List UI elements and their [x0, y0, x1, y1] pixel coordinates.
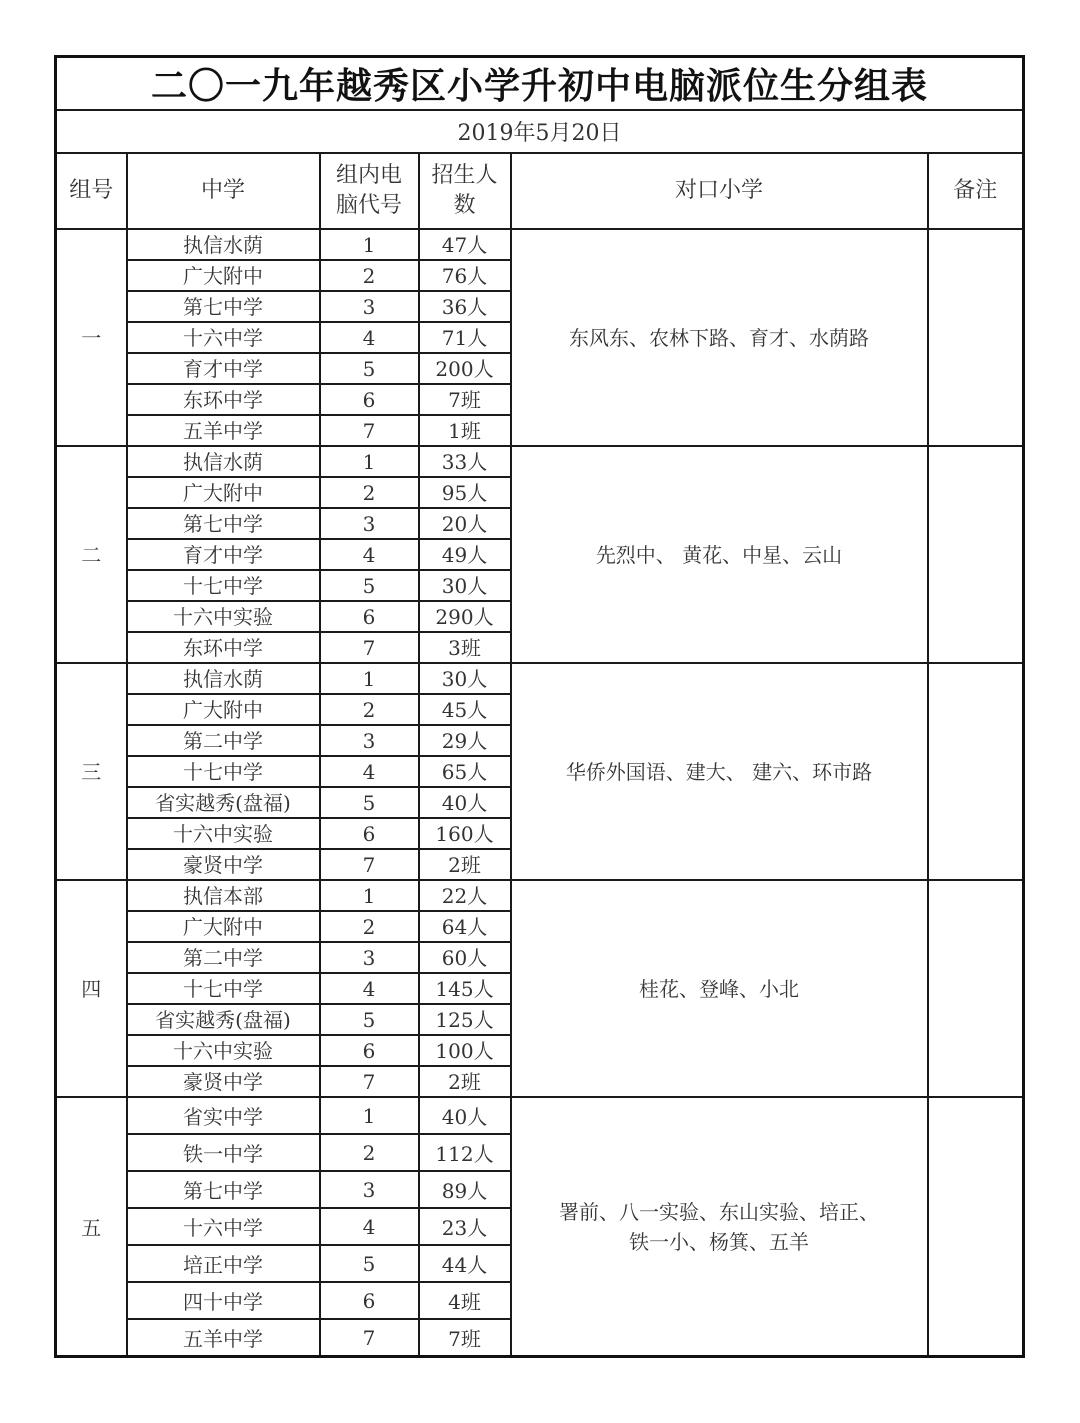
group-number: 五: [56, 1097, 127, 1357]
enrollment-quota: 76人: [419, 260, 511, 291]
computer-code: 7: [320, 1319, 419, 1357]
computer-code: 5: [320, 1004, 419, 1035]
table-row: [56, 663, 1024, 694]
school-name: 五羊中学: [127, 1319, 320, 1357]
school-name: 第七中学: [127, 291, 320, 322]
enrollment-quota: 45人: [419, 694, 511, 725]
feeder-primary-schools: 桂花、登峰、小北: [511, 880, 928, 1097]
school-name: 十七中学: [127, 570, 320, 601]
enrollment-quota: 112人: [419, 1134, 511, 1171]
enrollment-quota: 95人: [419, 477, 511, 508]
enrollment-quota: 64人: [419, 911, 511, 942]
document-date: 2019年5月20日: [56, 110, 1024, 153]
school-name: 铁一中学: [127, 1134, 320, 1171]
school-name: 四十中学: [127, 1282, 320, 1319]
computer-code: 3: [320, 1171, 419, 1208]
school-name: 育才中学: [127, 353, 320, 384]
enrollment-quota: 22人: [419, 880, 511, 911]
computer-code: 6: [320, 384, 419, 415]
school-name: 执信水荫: [127, 446, 320, 477]
table-row: [56, 880, 1024, 911]
enrollment-quota: 44人: [419, 1245, 511, 1282]
school-name: 省实越秀(盘福): [127, 787, 320, 818]
school-name: 第七中学: [127, 508, 320, 539]
school-name: 十六中学: [127, 322, 320, 353]
feeder-primary-schools: 东风东、农林下路、育才、水荫路: [511, 229, 928, 446]
enrollment-quota: 100人: [419, 1035, 511, 1066]
remarks-cell: [928, 446, 1024, 663]
school-name: 豪贤中学: [127, 849, 320, 880]
computer-code: 3: [320, 508, 419, 539]
school-name: 省实中学: [127, 1097, 320, 1134]
group-number: 四: [56, 880, 127, 1097]
computer-code: 7: [320, 415, 419, 446]
school-name: 育才中学: [127, 539, 320, 570]
computer-code: 2: [320, 1134, 419, 1171]
enrollment-quota: 290人: [419, 601, 511, 632]
header-group: 组号: [56, 153, 127, 229]
enrollment-quota: 65人: [419, 756, 511, 787]
computer-code: 5: [320, 787, 419, 818]
computer-code: 6: [320, 1035, 419, 1066]
computer-code: 1: [320, 446, 419, 477]
enrollment-quota: 200人: [419, 353, 511, 384]
school-name: 十六中学: [127, 1208, 320, 1245]
enrollment-quota: 2班: [419, 1066, 511, 1097]
computer-code: 3: [320, 942, 419, 973]
computer-code: 1: [320, 1097, 419, 1134]
feeder-line-2: 铁一小、杨箕、五羊: [629, 1229, 809, 1254]
computer-code: 4: [320, 322, 419, 353]
table-row: [56, 1097, 1024, 1134]
feeder-primary-schools: 华侨外国语、建大、 建六、环市路: [511, 663, 928, 880]
enrollment-quota: 7班: [419, 384, 511, 415]
enrollment-quota: 89人: [419, 1171, 511, 1208]
header-remarks: 备注: [928, 153, 1024, 229]
group-number: 三: [56, 663, 127, 880]
school-name: 广大附中: [127, 477, 320, 508]
computer-code: 2: [320, 477, 419, 508]
school-name: 第二中学: [127, 942, 320, 973]
remarks-cell: [928, 229, 1024, 446]
computer-code: 1: [320, 229, 419, 260]
computer-code: 6: [320, 601, 419, 632]
computer-code: 5: [320, 353, 419, 384]
computer-code: 4: [320, 1208, 419, 1245]
computer-code: 3: [320, 725, 419, 756]
computer-code: 4: [320, 539, 419, 570]
computer-code: 1: [320, 663, 419, 694]
table-body: [56, 229, 1024, 1357]
computer-code: 5: [320, 570, 419, 601]
enrollment-quota: 49人: [419, 539, 511, 570]
enrollment-quota: 36人: [419, 291, 511, 322]
feeder-primary-schools: 先烈中、 黄花、中星、云山: [511, 446, 928, 663]
header-school: 中学: [127, 153, 320, 229]
remarks-cell: [928, 1097, 1024, 1357]
enrollment-quota: 30人: [419, 663, 511, 694]
school-name: 执信本部: [127, 880, 320, 911]
school-name: 五羊中学: [127, 415, 320, 446]
feeder-line-1: 署前、八一实验、东山实验、培正、: [559, 1199, 879, 1224]
school-name: 省实越秀(盘福): [127, 1004, 320, 1035]
computer-code: 2: [320, 694, 419, 725]
school-name: 东环中学: [127, 632, 320, 663]
enrollment-quota: 40人: [419, 1097, 511, 1134]
enrollment-quota: 40人: [419, 787, 511, 818]
school-name: 十六中实验: [127, 818, 320, 849]
enrollment-quota: 1班: [419, 415, 511, 446]
enrollment-quota: 30人: [419, 570, 511, 601]
school-name: 十六中实验: [127, 601, 320, 632]
school-name: 第七中学: [127, 1171, 320, 1208]
enrollment-quota: 145人: [419, 973, 511, 1004]
document-title: 二〇一九年越秀区小学升初中电脑派位生分组表: [56, 57, 1024, 111]
computer-code: 6: [320, 818, 419, 849]
enrollment-quota: 3班: [419, 632, 511, 663]
enrollment-quota: 29人: [419, 725, 511, 756]
computer-code: 2: [320, 260, 419, 291]
header-feeder: 对口小学: [511, 153, 928, 229]
computer-code: 5: [320, 1245, 419, 1282]
enrollment-quota: 47人: [419, 229, 511, 260]
header-quota: 招生人数: [419, 153, 511, 229]
feeder-primary-schools: [511, 1097, 928, 1357]
enrollment-quota: 4班: [419, 1282, 511, 1319]
enrollment-quota: 2班: [419, 849, 511, 880]
computer-code: 3: [320, 291, 419, 322]
school-name: 广大附中: [127, 260, 320, 291]
school-name: 豪贤中学: [127, 1066, 320, 1097]
enrollment-quota: 7班: [419, 1319, 511, 1357]
computer-code: 7: [320, 632, 419, 663]
remarks-cell: [928, 663, 1024, 880]
enrollment-quota: 60人: [419, 942, 511, 973]
computer-code: 1: [320, 880, 419, 911]
remarks-cell: [928, 880, 1024, 1097]
computer-code: 4: [320, 973, 419, 1004]
table-row: [56, 446, 1024, 477]
school-name: 十七中学: [127, 756, 320, 787]
school-name: 十七中学: [127, 973, 320, 1004]
computer-code: 7: [320, 1066, 419, 1097]
school-name: 执信水荫: [127, 229, 320, 260]
group-number: 二: [56, 446, 127, 663]
group-number: 一: [56, 229, 127, 446]
enrollment-quota: 160人: [419, 818, 511, 849]
school-name: 第二中学: [127, 725, 320, 756]
table-header-row: [56, 153, 1024, 229]
computer-code: 2: [320, 911, 419, 942]
school-name: 十六中实验: [127, 1035, 320, 1066]
enrollment-quota: 71人: [419, 322, 511, 353]
computer-code: 6: [320, 1282, 419, 1319]
header-code: 组内电脑代号: [320, 153, 419, 229]
school-name: 培正中学: [127, 1245, 320, 1282]
enrollment-quota: 33人: [419, 446, 511, 477]
school-name: 执信水荫: [127, 663, 320, 694]
school-name: 广大附中: [127, 911, 320, 942]
enrollment-quota: 125人: [419, 1004, 511, 1035]
computer-code: 4: [320, 756, 419, 787]
school-name: 东环中学: [127, 384, 320, 415]
school-name: 广大附中: [127, 694, 320, 725]
allocation-table: [54, 55, 1025, 1358]
enrollment-quota: 23人: [419, 1208, 511, 1245]
table-row: [56, 229, 1024, 260]
allocation-sheet: [54, 55, 1022, 1358]
enrollment-quota: 20人: [419, 508, 511, 539]
computer-code: 7: [320, 849, 419, 880]
